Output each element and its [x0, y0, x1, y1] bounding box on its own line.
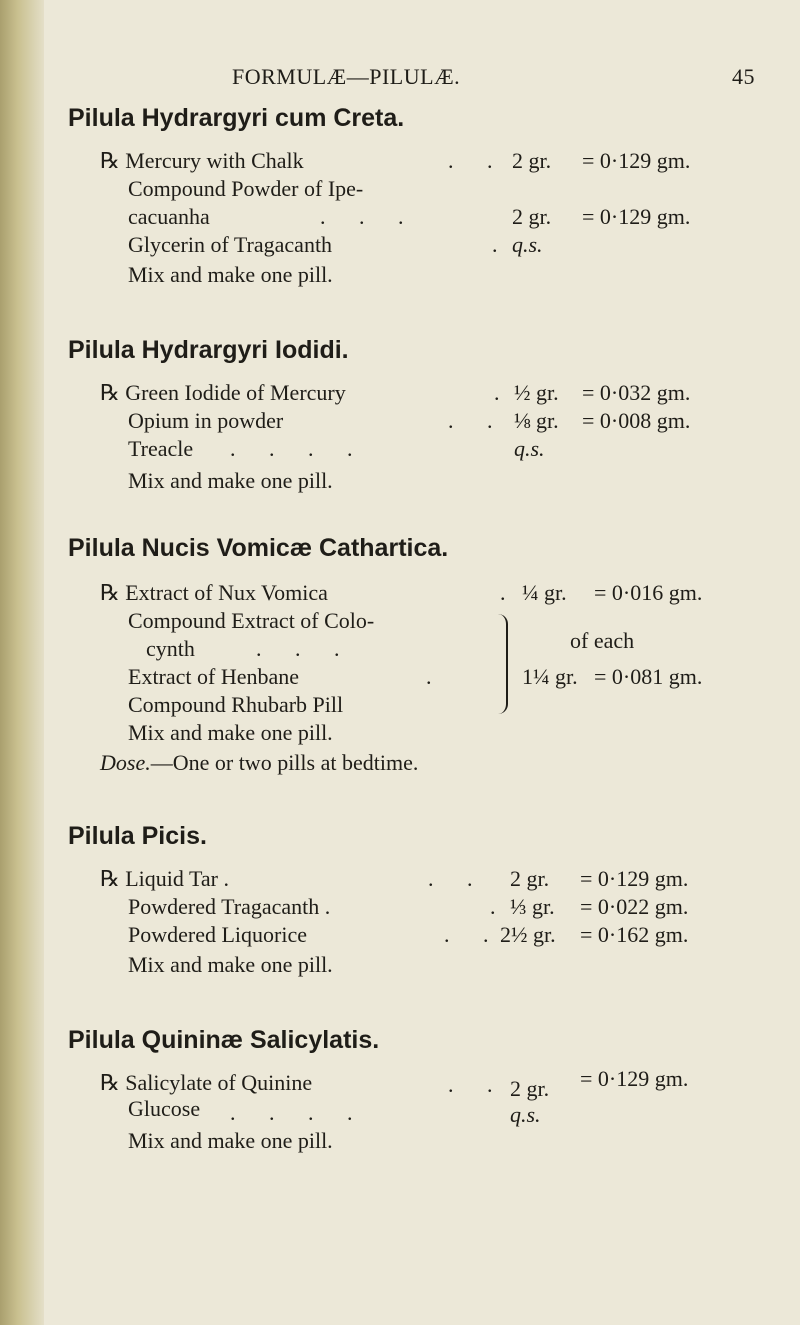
leader-dots: . . [448, 148, 507, 173]
metric-amount: = 0·129 gm. [582, 204, 691, 229]
leader-dots: . [492, 232, 512, 257]
section-title: Pilula Hydrargyri cum Creta. [68, 104, 405, 132]
leader-dots: . [490, 894, 510, 919]
ingredient-name: Treacle [128, 436, 194, 461]
metric-amount: = 0·022 gm. [580, 894, 689, 919]
section-title: Pilula Quininæ Salicylatis. [68, 1026, 380, 1054]
ingredient-name: Extract of Henbane [128, 664, 300, 689]
page-number: 45 [732, 64, 755, 89]
dose-amount: q.s. [512, 232, 543, 257]
leader-dots: . . [448, 408, 507, 433]
grouped-label: of each [570, 628, 635, 653]
dose-amount: 2 gr. [510, 1076, 550, 1101]
ingredient-name: ℞ Green Iodide of Mercury [100, 380, 346, 405]
dose-amount: ⅛ gr. [514, 408, 559, 433]
ingredient-name: ℞ Mercury with Chalk [100, 148, 304, 173]
ingredient-name: cynth [146, 636, 195, 661]
leader-dots: . . [444, 922, 503, 947]
dose-amount: 2 gr. [512, 148, 552, 173]
instruction-text: Mix and make one pill. [128, 1128, 333, 1153]
ingredient-name: ℞ Salicylate of Quinine [100, 1070, 313, 1095]
section-title: Pilula Picis. [68, 822, 207, 850]
grouping-brace [496, 614, 508, 714]
metric-amount: = 0·032 gm. [582, 380, 691, 405]
leader-dots: . . [428, 866, 487, 891]
leader-dots: . . . . [230, 436, 367, 461]
ingredient-name: Compound Rhubarb Pill [128, 692, 344, 717]
instruction-text: Mix and make one pill. [128, 262, 333, 287]
dose-amount: q.s. [510, 1102, 541, 1127]
dose-amount: 2 gr. [510, 866, 550, 891]
ingredient-name: ℞ Extract of Nux Vomica [100, 580, 328, 605]
ingredient-name: cacuanha [128, 204, 210, 229]
running-title: FORMULÆ—PILULÆ. [232, 64, 461, 89]
dose-amount: ½ gr. [514, 380, 559, 405]
dose-amount: ⅓ gr. [510, 894, 555, 919]
leader-dots: . [426, 664, 446, 689]
ingredient-name: Glucose [128, 1096, 201, 1121]
metric-amount: = 0·129 gm. [580, 1066, 689, 1091]
section-title: Pilula Hydrargyri Iodidi. [68, 336, 349, 364]
dose-amount: 1¼ gr. [522, 664, 578, 689]
metric-amount: = 0·129 gm. [582, 148, 691, 173]
instruction-text: Mix and make one pill. [128, 468, 333, 493]
dose-amount: ¼ gr. [522, 580, 567, 605]
metric-amount: = 0·162 gm. [580, 922, 689, 947]
dose-text: —One or two pills at bedtime. [150, 750, 419, 775]
leader-dots: . . [448, 1072, 507, 1097]
leader-dots: . [500, 580, 520, 605]
leader-dots: . [494, 380, 514, 405]
metric-amount: = 0·129 gm. [580, 866, 689, 891]
ingredient-name: Compound Extract of Colo- [128, 608, 375, 633]
metric-amount: = 0·016 gm. [594, 580, 703, 605]
metric-amount: = 0·008 gm. [582, 408, 691, 433]
dose-amount: 2 gr. [512, 204, 552, 229]
dose-label: Dose. [100, 750, 151, 775]
leader-dots: . . . . [230, 1100, 367, 1125]
metric-amount: = 0·081 gm. [594, 664, 703, 689]
section-title: Pilula Nucis Vomicæ Cathartica. [68, 534, 449, 562]
ingredient-name: Powdered Liquorice [128, 922, 307, 947]
instruction-text: Mix and make one pill. [128, 720, 333, 745]
dose-instruction [100, 750, 418, 776]
ingredient-name: Powdered Tragacanth . [128, 894, 331, 919]
instruction-text: Mix and make one pill. [128, 952, 333, 977]
leader-dots: . . . [256, 636, 354, 661]
ingredient-name: ℞ Liquid Tar . [100, 866, 229, 891]
ingredient-name: Compound Powder of Ipe- [128, 176, 364, 201]
ingredient-name: Glycerin of Tragacanth [128, 232, 333, 257]
dose-amount: q.s. [514, 436, 545, 461]
dose-amount: 2½ gr. [500, 922, 556, 947]
ingredient-name: Opium in powder [128, 408, 284, 433]
leader-dots: . . . [320, 204, 418, 229]
